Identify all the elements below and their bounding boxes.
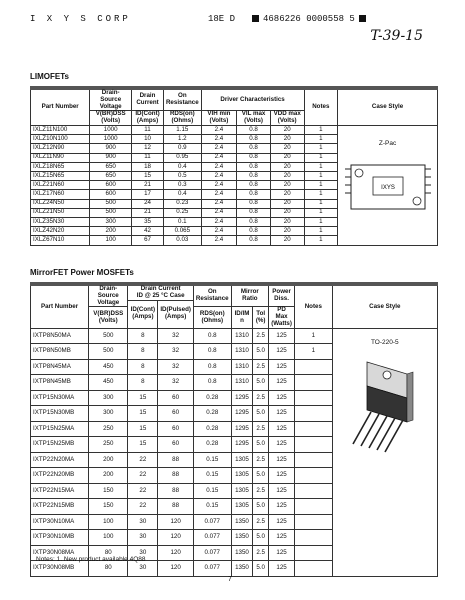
cell-note — [295, 499, 333, 515]
cell-note: 1 — [304, 181, 338, 190]
col-rds: RDS(on) (Ohms) — [163, 111, 201, 126]
cell-vdss: 900 — [90, 153, 132, 162]
cell-part: IXLZ35N30 — [31, 217, 90, 226]
cell-note: 1 — [304, 208, 338, 217]
cell-rds: 0.077 — [193, 561, 231, 577]
col-part-number: Part Number — [31, 286, 89, 329]
cell-vdd: 20 — [270, 135, 304, 144]
cell-id: 22 — [128, 468, 158, 484]
table-row — [31, 328, 438, 344]
cell-id: 11 — [132, 153, 164, 162]
col-id-pulsed: ID(Pulsed) (Amps) — [158, 300, 194, 328]
cell-vdd: 20 — [270, 208, 304, 217]
cell-idp: 60 — [158, 421, 194, 437]
cell-vdss: 300 — [90, 217, 132, 226]
cell-vih: 2.4 — [201, 162, 237, 171]
cell-tol: 5.0 — [253, 344, 269, 360]
cell-vil: 0.8 — [237, 199, 271, 208]
cell-vih: 2.4 — [201, 181, 237, 190]
cell-vdd: 20 — [270, 144, 304, 153]
cell-pd: 125 — [269, 375, 295, 391]
cell-pd: 125 — [269, 421, 295, 437]
cell-n: 1305 — [231, 499, 253, 515]
cell-note — [295, 483, 333, 499]
cell-vdss: 450 — [89, 375, 128, 391]
cell-vdss: 200 — [89, 452, 128, 468]
cell-idp: 60 — [158, 437, 194, 453]
cell-rds: 1.2 — [163, 135, 201, 144]
cell-id: 8 — [128, 328, 158, 344]
cell-n: 1350 — [231, 545, 253, 561]
col-ratio-n: ID/IM n — [231, 307, 253, 328]
cell-id: 22 — [128, 483, 158, 499]
col-vdss: V(BR)DSS (Volts) — [90, 111, 132, 126]
cell-pd: 125 — [269, 406, 295, 422]
cell-part: IXTP22N15MB — [31, 499, 89, 515]
cell-tol: 2.5 — [253, 514, 269, 530]
cell-vih: 2.4 — [201, 208, 237, 217]
cell-part: IXTP8N45MA — [31, 359, 89, 375]
cell-tol: 5.0 — [253, 375, 269, 391]
zpac-package-icon — [343, 151, 433, 221]
cell-vil: 0.8 — [237, 135, 271, 144]
cell-vih: 2.4 — [201, 217, 237, 226]
col-vdd: VDD max (Volts) — [270, 111, 304, 126]
cell-part: IXLZ42N20 — [31, 227, 90, 236]
page-header — [30, 14, 445, 26]
page-number: 7 — [228, 576, 232, 583]
cell-note — [295, 514, 333, 530]
cell-vil: 0.8 — [237, 236, 271, 245]
cell-vil: 0.8 — [237, 144, 271, 153]
cell-pd: 125 — [269, 499, 295, 515]
case-style-cell — [332, 328, 437, 576]
cell-id: 11 — [132, 126, 164, 135]
cell-rds: 0.28 — [193, 421, 231, 437]
cell-id: 30 — [128, 514, 158, 530]
cell-n: 1350 — [231, 530, 253, 546]
cell-note — [295, 452, 333, 468]
cell-rds: 0.4 — [163, 190, 201, 199]
cell-tol: 5.0 — [253, 499, 269, 515]
cell-vdss: 200 — [90, 227, 132, 236]
cell-part: IXLZ18N65 — [31, 162, 90, 171]
cell-pd: 125 — [269, 390, 295, 406]
table-row — [31, 126, 438, 135]
black-square-icon — [359, 15, 366, 22]
cell-note: 1 — [304, 144, 338, 153]
cell-rds: 0.15 — [193, 468, 231, 484]
col-vih: VIH min (Volts) — [201, 111, 237, 126]
cell-note: 1 — [304, 135, 338, 144]
cell-note: 1 — [304, 199, 338, 208]
cell-vdss: 650 — [90, 162, 132, 171]
cell-part: IXLZ67N10 — [31, 236, 90, 245]
header-code: 18E D — [208, 14, 236, 24]
cell-idp: 32 — [158, 375, 194, 391]
cell-tol: 2.5 — [253, 421, 269, 437]
cell-n: 1305 — [231, 483, 253, 499]
cell-vdss: 500 — [90, 208, 132, 217]
cell-n: 1295 — [231, 390, 253, 406]
cell-note — [295, 530, 333, 546]
cell-vdss: 150 — [89, 483, 128, 499]
cell-pd: 125 — [269, 452, 295, 468]
cell-idp: 88 — [158, 468, 194, 484]
cell-rds: 0.28 — [193, 390, 231, 406]
cell-vdss: 450 — [89, 359, 128, 375]
cell-note — [295, 437, 333, 453]
cell-note: 1 — [304, 217, 338, 226]
cell-part: IXLZ15N65 — [31, 172, 90, 181]
cell-id: 10 — [132, 135, 164, 144]
cell-tol: 5.0 — [253, 561, 269, 577]
cell-id: 8 — [128, 359, 158, 375]
cell-n: 1295 — [231, 421, 253, 437]
cell-vih: 2.4 — [201, 135, 237, 144]
cell-id: 42 — [132, 227, 164, 236]
cell-note: 1 — [304, 227, 338, 236]
cell-idp: 120 — [158, 561, 194, 577]
cell-part: IXTP30N10MA — [31, 514, 89, 530]
cell-rds: 0.1 — [163, 217, 201, 226]
col-on-resistance: On Resistance — [163, 90, 201, 111]
cell-rds: 0.28 — [193, 437, 231, 453]
cell-vih: 2.4 — [201, 172, 237, 181]
cell-rds: 0.077 — [193, 530, 231, 546]
cell-vdss: 80 — [89, 545, 128, 561]
cell-part: IXTP22N20MB — [31, 468, 89, 484]
cell-tol: 2.5 — [253, 390, 269, 406]
cell-pd: 125 — [269, 545, 295, 561]
cell-part: IXLZ11N100 — [31, 126, 90, 135]
cell-rds: 0.95 — [163, 153, 201, 162]
cell-vdss: 80 — [89, 561, 128, 577]
cell-note: 1 — [295, 328, 333, 344]
cell-vil: 0.8 — [237, 162, 271, 171]
col-id: ID(Cont) (Amps) — [132, 111, 164, 126]
cell-vdd: 20 — [270, 227, 304, 236]
cell-part: IXTP8N50MA — [31, 328, 89, 344]
col-case-style: Case Style — [338, 90, 438, 126]
cell-id: 30 — [128, 545, 158, 561]
col-notes: Notes — [295, 286, 333, 329]
limofets-title: LIMOFETs — [30, 72, 69, 81]
cell-id: 12 — [132, 144, 164, 153]
cell-pd: 125 — [269, 359, 295, 375]
cell-vdd: 20 — [270, 181, 304, 190]
cell-rds: 0.28 — [193, 406, 231, 422]
cell-rds: 0.15 — [193, 483, 231, 499]
col-case-style: Case Style — [332, 286, 437, 329]
cell-vih: 2.4 — [201, 144, 237, 153]
cell-id: 15 — [128, 437, 158, 453]
case-style-label: TO-220-5 — [370, 338, 399, 346]
cell-part: IXTP15N30MA — [31, 390, 89, 406]
handwritten-code: T-39-15 — [370, 28, 423, 44]
cell-pd: 125 — [269, 328, 295, 344]
col-vil: VIL max (Volts) — [237, 111, 271, 126]
cell-part: IXTP15N25MA — [31, 421, 89, 437]
cell-note — [295, 406, 333, 422]
to220-package-icon — [337, 354, 433, 454]
cell-rds: 0.15 — [193, 452, 231, 468]
cell-vdss: 250 — [89, 437, 128, 453]
cell-idp: 120 — [158, 545, 194, 561]
cell-note: 1 — [304, 190, 338, 199]
document-number: 4686226 0000558 5 — [248, 14, 370, 24]
col-driver-characteristics: Driver Characteristics — [201, 90, 304, 111]
cell-note — [295, 545, 333, 561]
cell-vdd: 20 — [270, 236, 304, 245]
col-power-diss: Power Diss. — [269, 286, 295, 307]
cell-vih: 2.4 — [201, 190, 237, 199]
cell-id: 18 — [132, 162, 164, 171]
cell-note — [295, 421, 333, 437]
cell-vih: 2.4 — [201, 199, 237, 208]
cell-rds: 0.8 — [193, 328, 231, 344]
cell-note — [295, 561, 333, 577]
col-drain-source: Drain-Source Voltage — [90, 90, 132, 111]
cell-pd: 125 — [269, 437, 295, 453]
cell-vih: 2.4 — [201, 236, 237, 245]
cell-part: IXTP22N15MA — [31, 483, 89, 499]
mirrorfets-table — [30, 282, 438, 577]
cell-n: 1350 — [231, 561, 253, 577]
cell-vdd: 20 — [270, 172, 304, 181]
cell-part: IXLZ21N50 — [31, 208, 90, 217]
col-id-cont: ID(Cont) (Amps) — [128, 300, 158, 328]
cell-part: IXTP15N25MB — [31, 437, 89, 453]
cell-n: 1295 — [231, 437, 253, 453]
cell-part: IXLZ17N60 — [31, 190, 90, 199]
cell-rds: 0.8 — [193, 344, 231, 360]
cell-tol: 5.0 — [253, 468, 269, 484]
cell-vih: 2.4 — [201, 126, 237, 135]
cell-vdd: 20 — [270, 190, 304, 199]
footnotes: Notes: 1. New product available 4Q88 — [36, 556, 146, 563]
cell-idp: 88 — [158, 483, 194, 499]
cell-id: 15 — [132, 172, 164, 181]
cell-tol: 2.5 — [253, 483, 269, 499]
cell-note — [295, 375, 333, 391]
cell-id: 17 — [132, 190, 164, 199]
cell-idp: 60 — [158, 406, 194, 422]
cell-vil: 0.8 — [237, 208, 271, 217]
cell-part: IXTP30N10MB — [31, 530, 89, 546]
cell-vil: 0.8 — [237, 227, 271, 236]
col-on-resistance: On Resistance — [193, 286, 231, 307]
cell-vdss: 100 — [89, 514, 128, 530]
cell-id: 21 — [132, 208, 164, 217]
cell-rds: 0.077 — [193, 545, 231, 561]
case-style-label: Z-Pac — [378, 140, 397, 148]
cell-id: 21 — [132, 181, 164, 190]
cell-rds: 0.5 — [163, 172, 201, 181]
cell-n: 1295 — [231, 406, 253, 422]
cell-note: 1 — [304, 153, 338, 162]
cell-rds: 0.25 — [163, 208, 201, 217]
cell-pd: 125 — [269, 483, 295, 499]
cell-vdss: 100 — [89, 530, 128, 546]
cell-tol: 2.5 — [253, 328, 269, 344]
ixys-logo-text: IXYS — [380, 185, 395, 192]
cell-vdd: 20 — [270, 217, 304, 226]
cell-rds: 0.23 — [163, 199, 201, 208]
cell-vil: 0.8 — [237, 181, 271, 190]
cell-vdd: 20 — [270, 126, 304, 135]
cell-tol: 2.5 — [253, 452, 269, 468]
cell-vih: 2.4 — [201, 153, 237, 162]
cell-vdss: 500 — [89, 328, 128, 344]
cell-idp: 120 — [158, 530, 194, 546]
cell-vdss: 900 — [90, 144, 132, 153]
cell-n: 1305 — [231, 452, 253, 468]
col-drain-current: Drain Current ID @ 25 °C Case — [128, 286, 194, 301]
cell-tol: 5.0 — [253, 530, 269, 546]
cell-vdd: 20 — [270, 153, 304, 162]
cell-tol: 2.5 — [253, 359, 269, 375]
cell-vil: 0.8 — [237, 217, 271, 226]
col-pd-max: PD Max (Watts) — [269, 307, 295, 328]
col-drain-source: Drain-Source Voltage — [89, 286, 128, 307]
cell-id: 15 — [128, 390, 158, 406]
col-notes: Notes — [304, 90, 338, 126]
cell-note — [295, 468, 333, 484]
cell-n: 1310 — [231, 344, 253, 360]
cell-note: 1 — [304, 126, 338, 135]
company-name: I X Y S CORP — [30, 14, 131, 24]
cell-idp: 120 — [158, 514, 194, 530]
cell-id: 8 — [128, 375, 158, 391]
cell-pd: 125 — [269, 561, 295, 577]
black-square-icon — [252, 15, 259, 22]
cell-pd: 125 — [269, 514, 295, 530]
col-drain-current: Drain Current — [132, 90, 164, 111]
cell-part: IXLZ11N90 — [31, 153, 90, 162]
cell-tol: 5.0 — [253, 406, 269, 422]
cell-n: 1310 — [231, 375, 253, 391]
cell-vil: 0.8 — [237, 172, 271, 181]
cell-n: 1305 — [231, 468, 253, 484]
cell-note: 1 — [304, 162, 338, 171]
case-style-cell — [338, 126, 438, 245]
cell-rds: 0.15 — [193, 499, 231, 515]
cell-part: IXLZ21N60 — [31, 181, 90, 190]
cell-idp: 60 — [158, 390, 194, 406]
cell-id: 30 — [128, 561, 158, 577]
cell-rds: 0.8 — [193, 375, 231, 391]
cell-vdss: 1000 — [90, 135, 132, 144]
cell-vdd: 20 — [270, 199, 304, 208]
col-mirror-ratio: Mirror Ratio — [231, 286, 268, 307]
cell-vil: 0.8 — [237, 153, 271, 162]
col-vdss: V(BR)DSS (Volts) — [89, 307, 128, 328]
cell-vdss: 200 — [89, 468, 128, 484]
cell-idp: 32 — [158, 359, 194, 375]
cell-n: 1350 — [231, 514, 253, 530]
cell-idp: 88 — [158, 452, 194, 468]
cell-idp: 32 — [158, 344, 194, 360]
cell-note: 1 — [304, 172, 338, 181]
cell-idp: 88 — [158, 499, 194, 515]
cell-part: IXTP30N08MB — [31, 561, 89, 577]
cell-note — [295, 390, 333, 406]
cell-part: IXLZ24N50 — [31, 199, 90, 208]
col-rds: RDS(on) (Ohms) — [193, 307, 231, 328]
cell-vdss: 500 — [90, 199, 132, 208]
cell-tol: 5.0 — [253, 437, 269, 453]
cell-id: 8 — [128, 344, 158, 360]
cell-part: IXTP22N20MA — [31, 452, 89, 468]
cell-vil: 0.8 — [237, 126, 271, 135]
cell-id: 22 — [128, 452, 158, 468]
cell-id: 30 — [128, 530, 158, 546]
cell-part: IXTP15N30MB — [31, 406, 89, 422]
cell-note — [295, 359, 333, 375]
cell-vdss: 250 — [89, 421, 128, 437]
cell-vil: 0.8 — [237, 190, 271, 199]
cell-id: 15 — [128, 406, 158, 422]
cell-rds: 0.4 — [163, 162, 201, 171]
cell-note: 1 — [295, 344, 333, 360]
cell-part: IXTP8N45MB — [31, 375, 89, 391]
cell-vih: 2.4 — [201, 227, 237, 236]
cell-vdss: 600 — [90, 190, 132, 199]
cell-part: IXTP8N50MB — [31, 344, 89, 360]
cell-id: 24 — [132, 199, 164, 208]
cell-id: 67 — [132, 236, 164, 245]
cell-vdss: 650 — [90, 172, 132, 181]
cell-rds: 0.3 — [163, 181, 201, 190]
limofets-table — [30, 86, 438, 246]
cell-rds: 0.077 — [193, 514, 231, 530]
cell-n: 1310 — [231, 359, 253, 375]
cell-pd: 125 — [269, 344, 295, 360]
cell-vdss: 1000 — [90, 126, 132, 135]
cell-part: IXTP30N08MA — [31, 545, 89, 561]
cell-vdss: 500 — [89, 344, 128, 360]
cell-part: IXLZ12N90 — [31, 144, 90, 153]
cell-vdss: 300 — [89, 390, 128, 406]
cell-rds: 0.03 — [163, 236, 201, 245]
cell-tol: 2.5 — [253, 545, 269, 561]
cell-pd: 125 — [269, 468, 295, 484]
col-tol: Tol (%) — [253, 307, 269, 328]
cell-rds: 0.9 — [163, 144, 201, 153]
cell-id: 35 — [132, 217, 164, 226]
col-part-number: Part Number — [31, 90, 90, 126]
cell-pd: 125 — [269, 530, 295, 546]
cell-note: 1 — [304, 236, 338, 245]
cell-vdss: 300 — [89, 406, 128, 422]
mirrorfets-title: MirrorFET Power MOSFETs — [30, 268, 134, 277]
cell-vdss: 150 — [89, 499, 128, 515]
cell-vdd: 20 — [270, 162, 304, 171]
cell-rds: 0.8 — [193, 359, 231, 375]
cell-rds: 1.15 — [163, 126, 201, 135]
cell-idp: 32 — [158, 328, 194, 344]
cell-rds: 0.065 — [163, 227, 201, 236]
cell-vdss: 600 — [90, 181, 132, 190]
cell-n: 1310 — [231, 328, 253, 344]
cell-part: IXLZ10N100 — [31, 135, 90, 144]
cell-vdss: 100 — [90, 236, 132, 245]
cell-id: 15 — [128, 421, 158, 437]
cell-id: 22 — [128, 499, 158, 515]
